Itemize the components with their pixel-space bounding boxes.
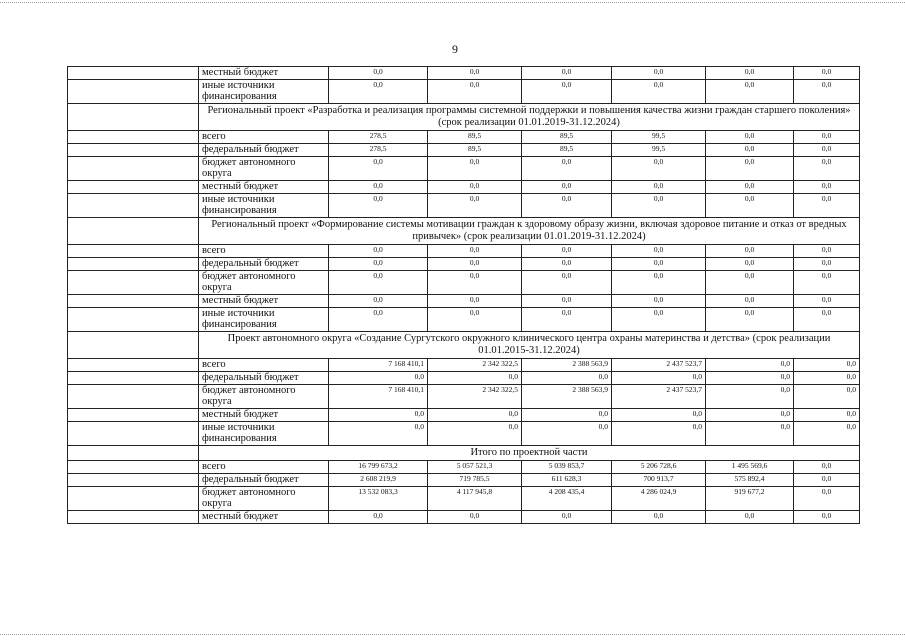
value-cell: 0,0 [428,181,522,194]
value-cell: 0,0 [794,487,860,511]
table-row [68,359,860,372]
value-cell: 0,0 [706,67,794,80]
value-cell: 2 342 322,5 [428,359,522,372]
table-row [68,258,860,271]
value-cell: 89,5 [428,144,522,157]
value-cell: 0,0 [706,271,794,295]
value-cell: 0,0 [428,258,522,271]
section-title-row [68,104,860,131]
value-cell: 0,0 [794,511,860,524]
value-cell: 0,0 [706,295,794,308]
row-label: федеральный бюджет [199,372,329,385]
value-cell: 0,0 [794,245,860,258]
value-cell: 0,0 [329,181,428,194]
value-cell: 0,0 [794,474,860,487]
value-cell: 0,0 [612,372,706,385]
value-cell: 0,0 [329,157,428,181]
blank-cell [68,474,199,487]
value-cell: 0,0 [794,295,860,308]
value-cell: 0,0 [522,422,612,446]
value-cell: 0,0 [612,245,706,258]
value-cell: 0,0 [706,511,794,524]
value-cell: 0,0 [794,422,860,446]
value-cell: 0,0 [428,409,522,422]
value-cell: 89,5 [428,131,522,144]
value-cell: 0,0 [522,308,612,332]
row-label: местный бюджет [199,295,329,308]
value-cell: 919 677,2 [706,487,794,511]
value-cell: 0,0 [522,372,612,385]
value-cell: 0,0 [329,308,428,332]
value-cell: 0,0 [612,422,706,446]
table-row [68,67,860,80]
blank-cell [68,422,199,446]
blank-cell [68,80,199,104]
row-label: всего [199,359,329,372]
value-cell: 0,0 [706,372,794,385]
table-row [68,271,860,295]
table-row [68,80,860,104]
table-row [68,422,860,446]
value-cell: 575 892,4 [706,474,794,487]
value-cell: 0,0 [794,372,860,385]
value-cell: 0,0 [706,157,794,181]
row-label: бюджет автономного округа [199,271,329,295]
value-cell: 0,0 [329,372,428,385]
value-cell: 0,0 [522,295,612,308]
value-cell: 0,0 [706,258,794,271]
row-label: всего [199,131,329,144]
value-cell: 0,0 [522,157,612,181]
value-cell: 0,0 [706,385,794,409]
row-label: местный бюджет [199,181,329,194]
value-cell: 0,0 [706,359,794,372]
value-cell: 0,0 [706,194,794,218]
value-cell: 0,0 [706,181,794,194]
table-row [68,181,860,194]
value-cell: 0,0 [612,194,706,218]
value-cell: 0,0 [794,271,860,295]
value-cell: 5 057 521,3 [428,461,522,474]
value-cell: 0,0 [706,80,794,104]
value-cell: 0,0 [794,194,860,218]
value-cell: 0,0 [612,181,706,194]
section-title: Проект автономного округа «Создание Сургутского окружного клинического центра охраны материнства и детства» (срок реализации 01.01.2015-31.12.2024) [199,332,860,359]
value-cell: 0,0 [794,359,860,372]
value-cell: 5 206 728,6 [612,461,706,474]
value-cell: 0,0 [794,157,860,181]
value-cell: 0,0 [706,245,794,258]
row-label: федеральный бюджет [199,144,329,157]
value-cell: 0,0 [329,409,428,422]
value-cell: 89,5 [522,144,612,157]
value-cell: 0,0 [794,144,860,157]
value-cell: 0,0 [329,80,428,104]
value-cell: 13 532 083,3 [329,487,428,511]
value-cell: 0,0 [329,511,428,524]
row-label: всего [199,245,329,258]
table-row [68,131,860,144]
table-row [68,474,860,487]
value-cell: 0,0 [612,157,706,181]
value-cell: 278,5 [329,131,428,144]
blank-cell [68,332,199,359]
value-cell: 2 388 563,9 [522,385,612,409]
blank-cell [68,131,199,144]
value-cell: 0,0 [428,157,522,181]
blank-cell [68,245,199,258]
blank-cell [68,144,199,157]
value-cell: 99,5 [612,131,706,144]
value-cell: 719 785,5 [428,474,522,487]
value-cell: 0,0 [329,258,428,271]
value-cell: 0,0 [522,409,612,422]
table-row [68,157,860,181]
value-cell: 0,0 [428,422,522,446]
section-title: Региональный проект «Формирование системы мотивации граждан к здоровому образу жизни, включая здоровое питание и отказ от вредных привычек» (срок реализации 01.01.2019-31.12.2024) [199,218,860,245]
value-cell: 2 437 523,7 [612,385,706,409]
blank-cell [68,409,199,422]
page-number: 9 [452,42,458,56]
value-cell: 0,0 [794,181,860,194]
budget-table [67,66,860,524]
value-cell: 2 388 563,9 [522,359,612,372]
value-cell: 0,0 [522,80,612,104]
value-cell: 2 437 523,7 [612,359,706,372]
row-label: иные источники финансирования [199,80,329,104]
blank-cell [68,359,199,372]
value-cell: 0,0 [428,308,522,332]
blank-cell [68,385,199,409]
value-cell: 0,0 [522,194,612,218]
value-cell: 0,0 [706,308,794,332]
row-label: бюджет автономного округа [199,385,329,409]
row-label: иные источники финансирования [199,194,329,218]
blank-cell [68,511,199,524]
table-row [68,308,860,332]
value-cell: 0,0 [329,295,428,308]
value-cell: 278,5 [329,144,428,157]
value-cell: 0,0 [428,245,522,258]
blank-cell [68,372,199,385]
blank-cell [68,181,199,194]
value-cell: 0,0 [428,67,522,80]
value-cell: 0,0 [428,194,522,218]
value-cell: 7 168 410,1 [329,385,428,409]
row-label: федеральный бюджет [199,258,329,271]
row-label: местный бюджет [199,67,329,80]
row-label: всего [199,461,329,474]
value-cell: 0,0 [794,385,860,409]
value-cell: 0,0 [612,258,706,271]
row-label: местный бюджет [199,409,329,422]
row-label: иные источники финансирования [199,422,329,446]
value-cell: 0,0 [428,271,522,295]
value-cell: 4 117 945,8 [428,487,522,511]
row-label: иные источники финансирования [199,308,329,332]
blank-cell [68,487,199,511]
blank-cell [68,271,199,295]
table-row [68,245,860,258]
value-cell: 0,0 [706,144,794,157]
value-cell: 0,0 [612,409,706,422]
section-title: Итого по проектной части [199,446,860,461]
value-cell: 0,0 [329,245,428,258]
value-cell: 89,5 [522,131,612,144]
table-row [68,194,860,218]
value-cell: 0,0 [794,258,860,271]
value-cell: 4 208 435,4 [522,487,612,511]
scan-top-edge [0,2,905,3]
value-cell: 0,0 [612,308,706,332]
value-cell: 0,0 [706,422,794,446]
blank-cell [68,258,199,271]
table-row [68,461,860,474]
blank-cell [68,218,199,245]
blank-cell [68,157,199,181]
value-cell: 0,0 [706,131,794,144]
value-cell: 0,0 [794,80,860,104]
value-cell: 16 799 673,2 [329,461,428,474]
value-cell: 2 608 219,9 [329,474,428,487]
row-label: федеральный бюджет [199,474,329,487]
value-cell: 0,0 [522,67,612,80]
table-row [68,144,860,157]
section-title: Региональный проект «Разработка и реализация программы системной поддержки и повышения качества жизни граждан старшего поколения» (срок реализации 01.01.2019-31.12.2024) [199,104,860,131]
section-title-row [68,446,860,461]
value-cell: 99,5 [612,144,706,157]
value-cell: 0,0 [522,258,612,271]
value-cell: 2 342 322,5 [428,385,522,409]
value-cell: 4 286 024,9 [612,487,706,511]
blank-cell [68,308,199,332]
table-row [68,511,860,524]
value-cell: 0,0 [428,511,522,524]
value-cell: 5 039 853,7 [522,461,612,474]
value-cell: 0,0 [612,80,706,104]
value-cell: 0,0 [794,461,860,474]
blank-cell [68,194,199,218]
value-cell: 0,0 [706,409,794,422]
value-cell: 0,0 [612,511,706,524]
value-cell: 0,0 [522,245,612,258]
value-cell: 0,0 [522,181,612,194]
value-cell: 0,0 [428,80,522,104]
value-cell: 7 168 410,1 [329,359,428,372]
blank-cell [68,446,199,461]
value-cell: 0,0 [612,271,706,295]
table-row [68,385,860,409]
value-cell: 0,0 [329,194,428,218]
value-cell: 0,0 [794,131,860,144]
value-cell: 0,0 [522,511,612,524]
blank-cell [68,104,199,131]
row-label: бюджет автономного округа [199,487,329,511]
table-body [68,67,860,524]
value-cell: 0,0 [522,271,612,295]
value-cell: 1 495 569,6 [706,461,794,474]
table-row [68,409,860,422]
table-row [68,372,860,385]
section-title-row [68,332,860,359]
value-cell: 700 913,7 [612,474,706,487]
value-cell: 0,0 [329,67,428,80]
value-cell: 0,0 [428,295,522,308]
blank-cell [68,461,199,474]
value-cell: 0,0 [329,271,428,295]
value-cell: 0,0 [612,67,706,80]
row-label: местный бюджет [199,511,329,524]
table-row [68,487,860,511]
blank-cell [68,67,199,80]
value-cell: 0,0 [329,422,428,446]
row-label: бюджет автономного округа [199,157,329,181]
value-cell: 0,0 [612,295,706,308]
value-cell: 0,0 [794,67,860,80]
scan-bottom-edge [0,634,905,635]
section-title-row [68,218,860,245]
value-cell: 0,0 [794,409,860,422]
blank-cell [68,295,199,308]
table-row [68,295,860,308]
value-cell: 0,0 [794,308,860,332]
value-cell: 611 628,3 [522,474,612,487]
value-cell: 0,0 [428,372,522,385]
